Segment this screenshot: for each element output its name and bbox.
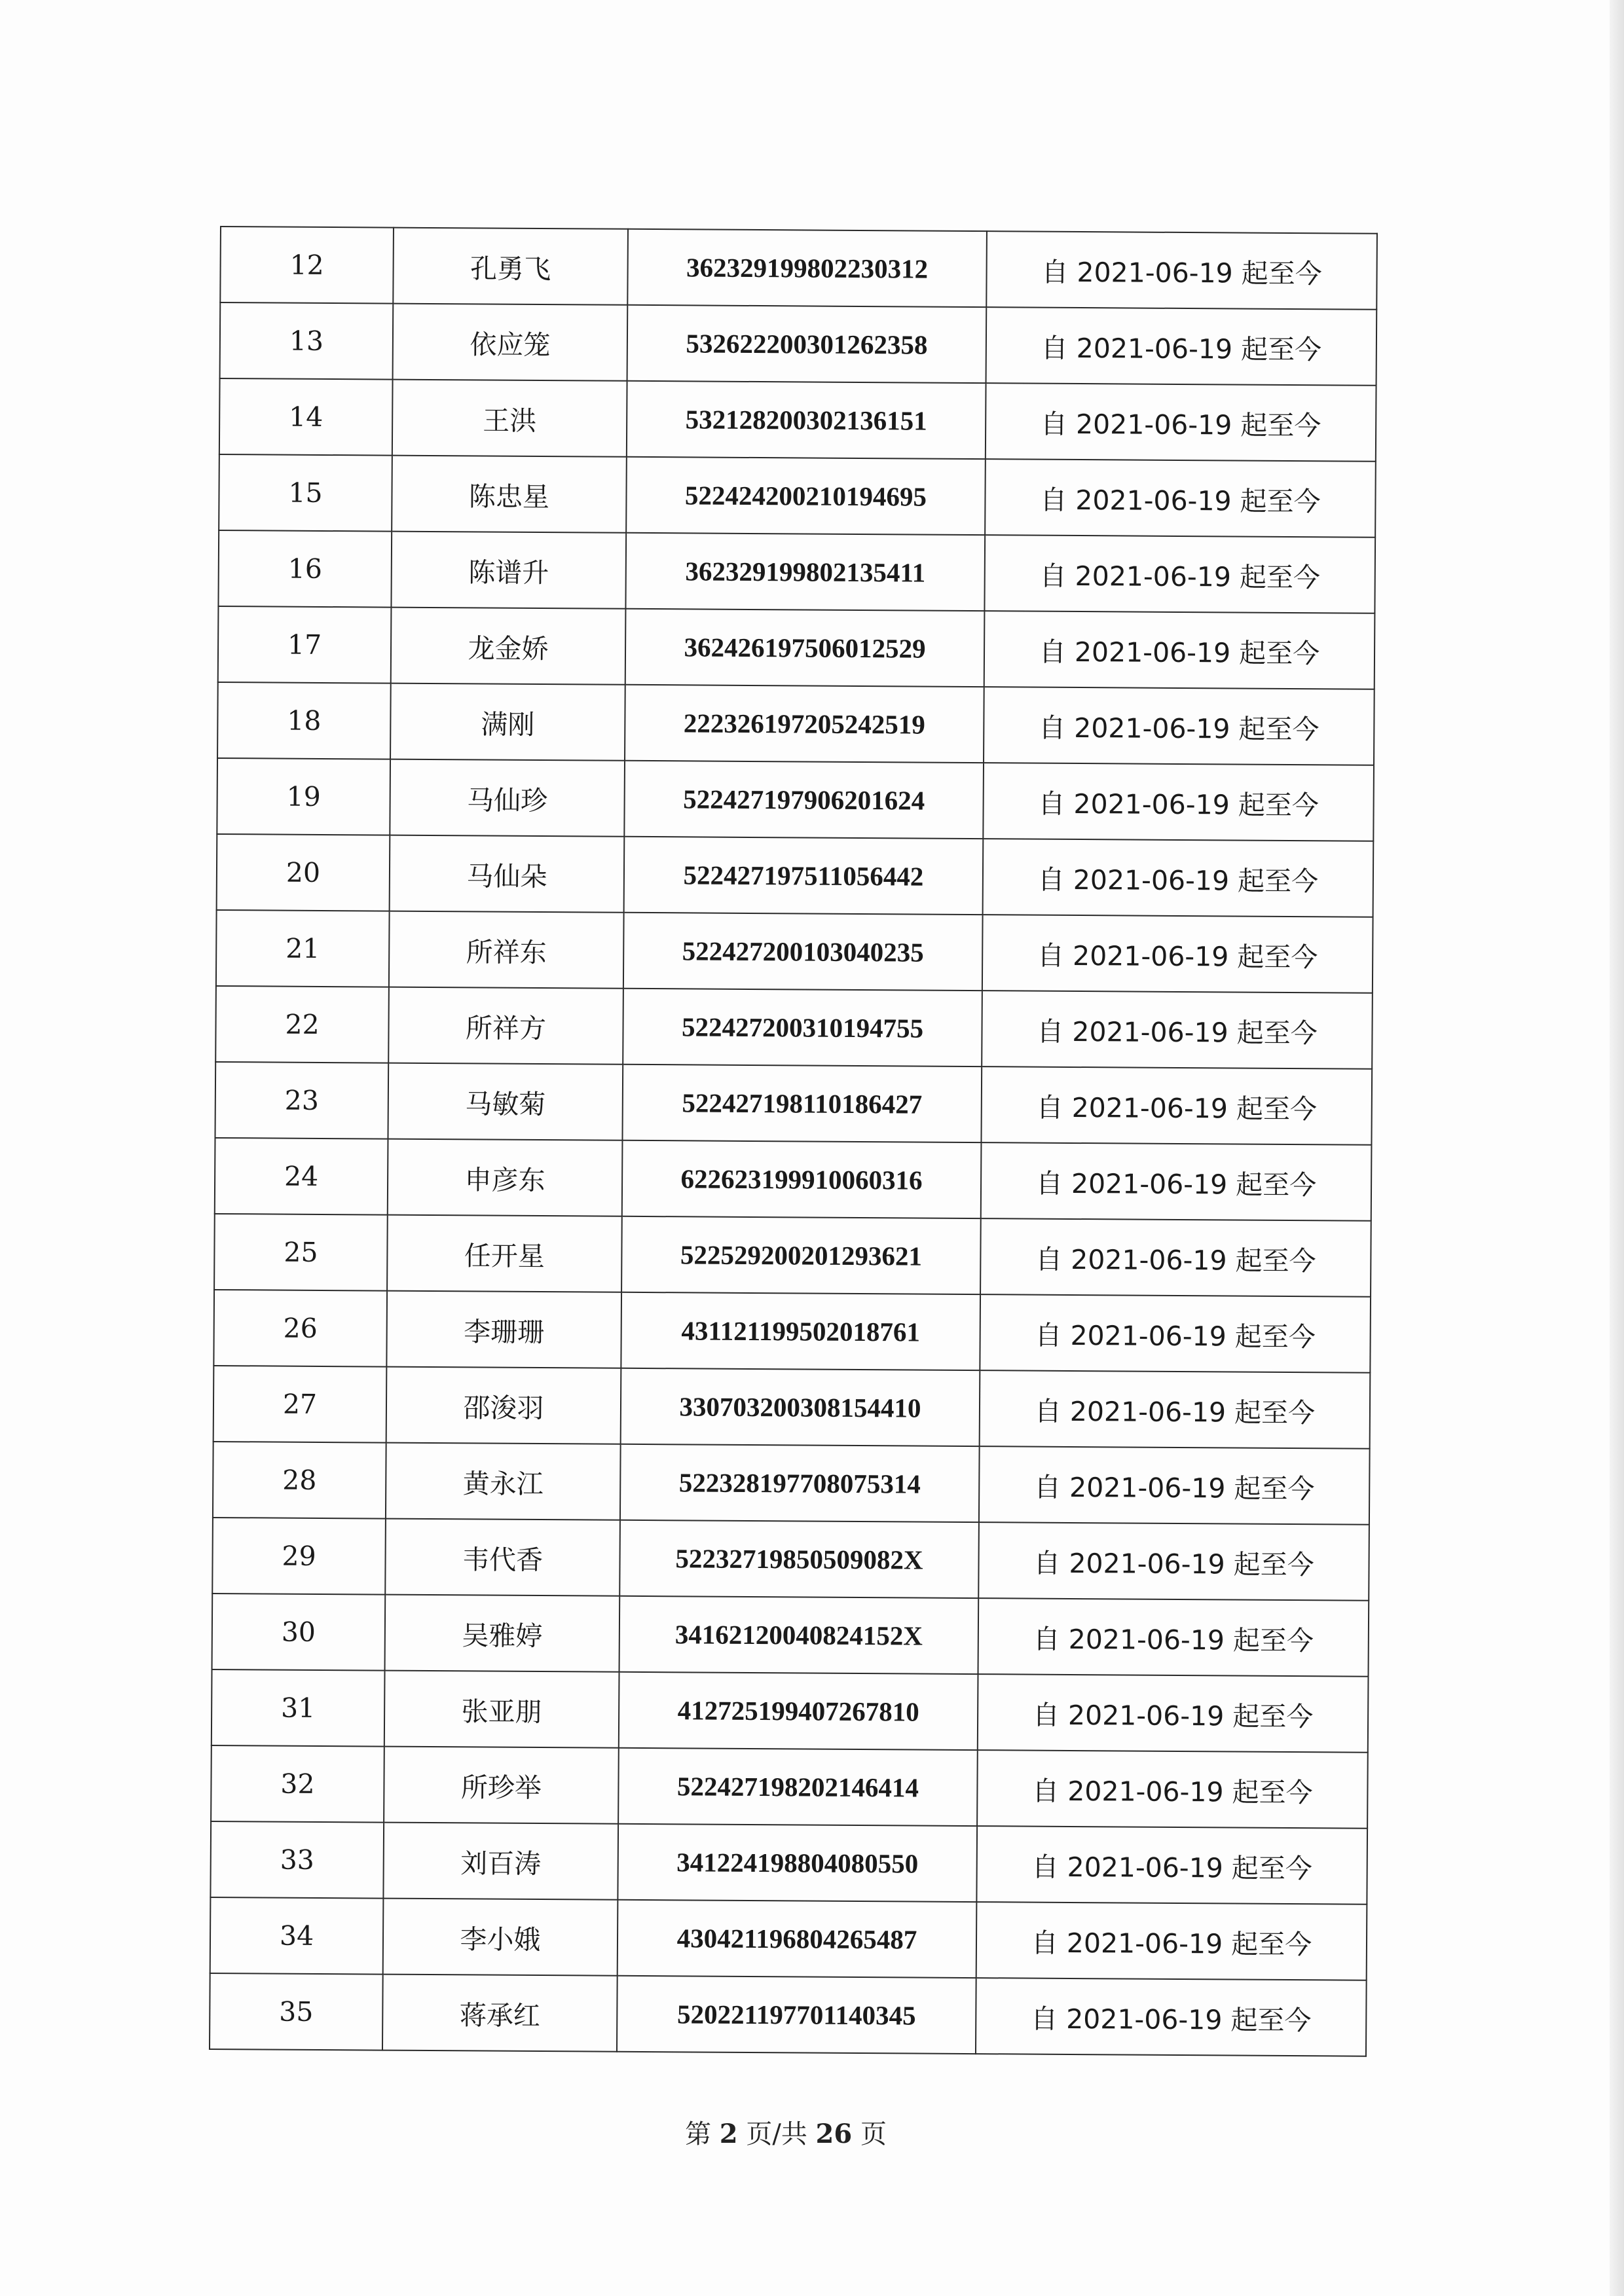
- table-row: [218, 606, 1375, 689]
- row-period-cell: 自 2021-06-19 起至今: [980, 1294, 1371, 1373]
- row-name-cell: 陈谱升: [391, 532, 626, 609]
- table-row: [220, 227, 1377, 310]
- table-row: [220, 302, 1377, 386]
- row-number-cell: 18: [217, 682, 391, 759]
- row-period-cell: 自 2021-06-19 起至今: [986, 383, 1376, 462]
- table-row: [215, 1138, 1372, 1221]
- row-name-cell: 蒋承红: [382, 1975, 618, 2052]
- footer-middle: 页/共: [746, 2119, 807, 2149]
- row-period-cell: 自 2021-06-19 起至今: [984, 687, 1375, 765]
- table-row: [210, 1897, 1367, 1980]
- row-number-cell: 20: [217, 834, 390, 911]
- row-period-cell: 自 2021-06-19 起至今: [978, 1674, 1369, 1753]
- table-row: [215, 986, 1373, 1069]
- row-period-cell: 自 2021-06-19 起至今: [980, 1370, 1371, 1449]
- row-period-cell: 自 2021-06-19 起至今: [986, 231, 1377, 310]
- row-period-cell: 自 2021-06-19 起至今: [977, 1750, 1368, 1829]
- row-id-number-cell: 522328197708075314: [620, 1444, 980, 1522]
- row-id-number-cell: 431121199502018761: [621, 1292, 980, 1370]
- row-name-cell: 张亚朋: [384, 1671, 619, 1748]
- row-period-cell: 自 2021-06-19 起至今: [984, 535, 1375, 613]
- row-number-cell: 35: [210, 1973, 383, 2050]
- row-id-number-cell: 522427200310194755: [623, 989, 982, 1066]
- row-period-cell: 自 2021-06-19 起至今: [979, 1446, 1370, 1525]
- row-name-cell: 吴雅婷: [385, 1595, 620, 1672]
- row-id-number-cell: 522427200103040235: [623, 913, 983, 991]
- table-row: [210, 1973, 1367, 2056]
- roster-table: [209, 226, 1378, 2057]
- row-id-number-cell: 522427197511056442: [624, 837, 984, 915]
- row-number-cell: 13: [220, 302, 394, 380]
- row-number-cell: 21: [216, 910, 390, 987]
- row-number-cell: 24: [215, 1138, 388, 1215]
- row-number-cell: 30: [212, 1594, 386, 1671]
- row-period-cell: 自 2021-06-19 起至今: [981, 1142, 1372, 1221]
- row-id-number-cell: 412725199407267810: [619, 1672, 978, 1750]
- footer-total-pages: 26: [815, 2119, 853, 2149]
- row-period-cell: 自 2021-06-19 起至今: [978, 1598, 1369, 1677]
- footer-suffix: 页: [860, 2119, 887, 2149]
- row-name-cell: 王洪: [392, 380, 627, 457]
- row-id-number-cell: 52232719850509082X: [619, 1520, 979, 1598]
- row-number-cell: 16: [218, 530, 392, 608]
- row-number-cell: 34: [210, 1897, 384, 1975]
- row-name-cell: 黄永江: [386, 1443, 621, 1520]
- row-id-number-cell: 222326197205242519: [625, 685, 984, 763]
- row-number-cell: 19: [217, 758, 390, 835]
- row-id-number-cell: 622623199910060316: [622, 1140, 982, 1218]
- table-row: [219, 378, 1376, 462]
- row-id-number-cell: 341224198804080550: [618, 1824, 977, 1902]
- row-number-cell: 31: [212, 1669, 385, 1747]
- row-period-cell: 自 2021-06-19 起至今: [976, 1978, 1367, 2056]
- row-id-number-cell: 522427198110186427: [622, 1065, 982, 1142]
- row-number-cell: 22: [215, 986, 389, 1063]
- row-id-number-cell: 532128200302136151: [627, 381, 986, 459]
- row-name-cell: 刘百涛: [383, 1823, 618, 1900]
- row-id-number-cell: 532622200301262358: [627, 305, 987, 383]
- row-number-cell: 26: [213, 1290, 387, 1367]
- row-number-cell: 15: [219, 454, 392, 532]
- row-period-cell: 自 2021-06-19 起至今: [981, 1066, 1372, 1145]
- row-name-cell: 李小娥: [383, 1899, 618, 1976]
- page-footer: [0, 2113, 1572, 2151]
- row-id-number-cell: 522427198202146414: [618, 1748, 978, 1826]
- table-row: [217, 758, 1374, 841]
- row-period-cell: 自 2021-06-19 起至今: [985, 459, 1376, 538]
- row-name-cell: 李珊珊: [386, 1291, 621, 1368]
- row-name-cell: 所祥方: [388, 987, 623, 1065]
- row-period-cell: 自 2021-06-19 起至今: [976, 1826, 1367, 1904]
- row-id-number-cell: 34162120040824152X: [619, 1596, 979, 1674]
- table-row: [212, 1518, 1369, 1601]
- row-period-cell: 自 2021-06-19 起至今: [978, 1522, 1369, 1601]
- row-name-cell: 所祥东: [389, 911, 624, 989]
- row-name-cell: 陈忠星: [392, 456, 627, 533]
- row-name-cell: 孔勇飞: [393, 228, 628, 305]
- row-name-cell: 龙金娇: [391, 608, 626, 685]
- row-name-cell: 马敏菊: [388, 1063, 623, 1140]
- row-number-cell: 29: [212, 1518, 386, 1595]
- footer-page-number: 2: [719, 2119, 738, 2149]
- table-row: [219, 454, 1376, 538]
- row-period-cell: 自 2021-06-19 起至今: [976, 1902, 1367, 1980]
- table-row: [213, 1290, 1371, 1373]
- row-name-cell: 依应笼: [393, 304, 628, 381]
- row-name-cell: 满刚: [390, 683, 625, 761]
- row-id-number-cell: 330703200308154410: [621, 1368, 980, 1446]
- scan-edge: [1610, 0, 1624, 2296]
- roster-table-body: [210, 227, 1377, 2056]
- row-period-cell: 自 2021-06-19 起至今: [984, 611, 1375, 689]
- table-row: [216, 910, 1373, 993]
- row-id-number-cell: 522424200210194695: [626, 457, 986, 535]
- row-name-cell: 韦代香: [385, 1519, 620, 1596]
- table-row: [214, 1214, 1371, 1297]
- row-name-cell: 马仙朵: [390, 835, 625, 913]
- row-id-number-cell: 430421196804265487: [618, 1900, 977, 1978]
- row-period-cell: 自 2021-06-19 起至今: [982, 991, 1373, 1069]
- table-row: [212, 1594, 1369, 1677]
- row-number-cell: 28: [213, 1442, 386, 1519]
- table-row: [213, 1366, 1371, 1449]
- table-row: [217, 682, 1375, 765]
- row-name-cell: 所珍举: [384, 1747, 619, 1824]
- row-number-cell: 12: [220, 227, 394, 304]
- row-name-cell: 任开星: [387, 1215, 622, 1292]
- row-period-cell: 自 2021-06-19 起至今: [983, 839, 1374, 917]
- row-period-cell: 自 2021-06-19 起至今: [983, 763, 1374, 841]
- row-number-cell: 25: [214, 1214, 388, 1291]
- row-number-cell: 17: [218, 606, 392, 683]
- row-id-number-cell: 520221197701140345: [617, 1976, 976, 2054]
- table-row: [215, 1062, 1372, 1145]
- row-period-cell: 自 2021-06-19 起至今: [982, 915, 1373, 993]
- row-number-cell: 27: [213, 1366, 387, 1443]
- row-id-number-cell: 522427197906201624: [624, 761, 984, 839]
- table-row: [217, 834, 1374, 917]
- row-number-cell: 32: [211, 1745, 384, 1823]
- row-id-number-cell: 362426197506012529: [625, 609, 985, 687]
- table-row: [213, 1442, 1370, 1525]
- row-name-cell: 邵浚羽: [386, 1367, 621, 1444]
- row-id-number-cell: 362329199802135411: [625, 533, 985, 611]
- row-name-cell: 申彦东: [388, 1139, 623, 1216]
- table-row: [210, 1821, 1367, 1904]
- row-number-cell: 14: [219, 378, 393, 456]
- row-period-cell: 自 2021-06-19 起至今: [986, 307, 1377, 386]
- footer-prefix: 第: [685, 2119, 712, 2149]
- row-number-cell: 33: [210, 1821, 384, 1899]
- table-row: [212, 1669, 1369, 1753]
- row-name-cell: 马仙珍: [390, 759, 625, 837]
- row-id-number-cell: 362329199802230312: [627, 229, 987, 307]
- row-number-cell: 23: [215, 1062, 388, 1139]
- row-id-number-cell: 522529200201293621: [621, 1216, 981, 1294]
- table-row: [211, 1745, 1368, 1829]
- table-row: [218, 530, 1375, 613]
- row-period-cell: 自 2021-06-19 起至今: [980, 1218, 1371, 1297]
